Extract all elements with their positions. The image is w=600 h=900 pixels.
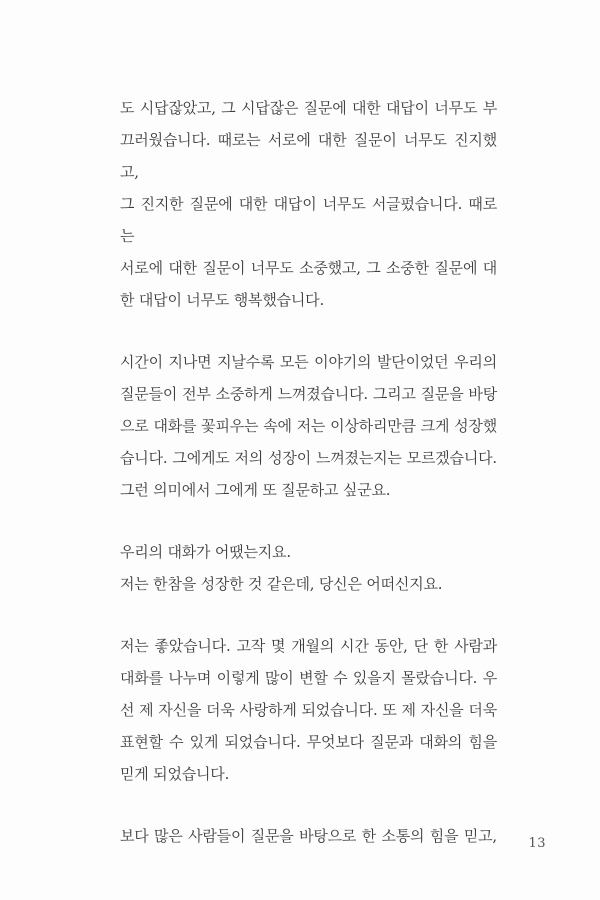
- paragraph: [120, 536, 497, 600]
- text-line: 한 대답이 너무도 행복했습니다.: [120, 291, 325, 309]
- text-line: 저는 좋았습니다. 고작 몇 개월의 시간 동안, 단 한 사람과: [120, 637, 497, 655]
- text-line: 습니다. 그에게도 저의 성장이 느껴졌는지는 모르겠습니다.: [120, 449, 497, 467]
- text-line: 그런 의미에서 그에게 또 질문하고 싶군요.: [120, 481, 391, 499]
- paragraph: [120, 92, 497, 316]
- text-line: 질문들이 전부 소중하게 느껴졌습니다. 그리고 질문을 바탕: [120, 385, 497, 403]
- paragraph: [120, 820, 497, 852]
- text-line: 우리의 대화가 어땠는지요.: [120, 543, 291, 561]
- text-line: 서로에 대한 질문이 너무도 소중했고, 그 소중한 질문에 대: [120, 259, 497, 277]
- text-line: 표현할 수 있게 되었습니다. 무엇보다 질문과 대화의 힘을: [120, 733, 497, 751]
- text-line: 보다 많은 사람들이 질문을 바탕으로 한 소통의 힘을 믿고,: [120, 827, 497, 845]
- text-line: 그 진지한 질문에 대한 대답이 너무도 서글펐습니다. 때로는: [120, 195, 497, 245]
- text-line: 선 제 자신을 더욱 사랑하게 되었습니다. 또 제 자신을 더욱: [120, 701, 497, 719]
- paragraph: [120, 346, 497, 506]
- text-line: 으로 대화를 꽃피우는 속에 저는 이상하리만큼 크게 성장했: [120, 417, 497, 435]
- text-line: 도 시답잖았고, 그 시답잖은 질문에 대한 대답이 너무도 부: [120, 99, 497, 117]
- text-line: 믿게 되었습니다.: [120, 765, 230, 783]
- page-number: 13: [528, 836, 546, 851]
- text-line: 저는 한참을 성장한 것 같은데, 당신은 어떠신지요.: [120, 575, 443, 593]
- paragraph: [120, 630, 497, 790]
- text-line: 시간이 지나면 지날수록 모든 이야기의 발단이었던 우리의: [120, 353, 497, 371]
- text-line: 끄러웠습니다. 때로는 서로에 대한 질문이 너무도 진지했고,: [120, 131, 497, 181]
- page-body: [120, 92, 497, 852]
- text-line: 대화를 나누며 이렇게 많이 변할 수 있을지 몰랐습니다. 우: [120, 669, 497, 687]
